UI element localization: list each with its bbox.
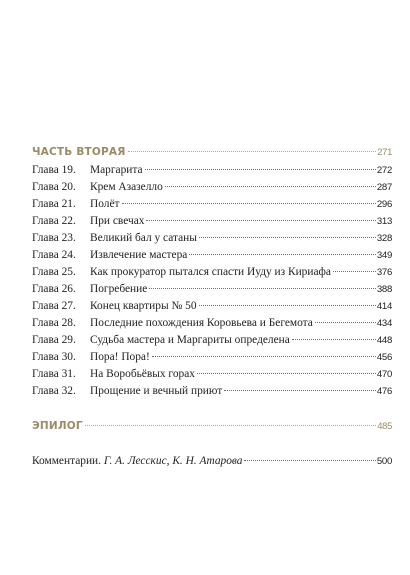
chapter-label: Глава 31.: [32, 368, 76, 380]
chapter-title: При свечах: [90, 215, 145, 227]
chapter-page: 328: [376, 233, 392, 244]
commentary-entry[interactable]: [32, 455, 392, 469]
leader-dots: [85, 425, 376, 426]
chapter-title: Судьба мастера и Маргариты определена: [90, 334, 290, 346]
chapter-page: 376: [376, 267, 392, 278]
commentary-page: 500: [376, 456, 392, 467]
chapter-page: 434: [376, 318, 392, 329]
leader-dots: [149, 288, 376, 289]
chapter-label: Глава 19.: [32, 164, 76, 176]
chapter-page: 272: [376, 165, 392, 176]
toc-entry-chapter-19[interactable]: [32, 164, 392, 178]
chapter-label: Глава 32.: [32, 385, 76, 397]
chapter-page: 287: [376, 182, 392, 193]
leader-dots: [165, 186, 376, 187]
chapter-label: Глава 29.: [32, 334, 76, 346]
chapter-label: Глава 22.: [32, 215, 76, 227]
chapter-label: Глава 23.: [32, 232, 76, 244]
chapter-title: Маргарита: [90, 164, 143, 176]
chapter-entry: [32, 385, 222, 397]
chapter-page: 414: [376, 301, 392, 312]
epilogue-page: 485: [377, 420, 392, 431]
leader-dots: [292, 339, 376, 340]
chapter-entry: [32, 249, 187, 261]
toc-entry-chapter-29[interactable]: [32, 334, 392, 348]
toc-entry-chapter-28[interactable]: [32, 317, 392, 331]
chapter-page: 388: [376, 284, 392, 295]
toc-entry-chapter-31[interactable]: [32, 368, 392, 382]
leader-dots: [333, 271, 376, 272]
chapter-title: Погребение: [90, 283, 148, 295]
toc-entry-chapter-24[interactable]: [32, 249, 392, 263]
chapter-entry: [32, 181, 163, 193]
toc-entry-chapter-27[interactable]: [32, 300, 392, 314]
commentary-prefix: Комментарии.: [32, 455, 101, 467]
chapter-entry: [32, 300, 197, 312]
toc-entry-chapter-21[interactable]: [32, 198, 392, 212]
chapter-page: 476: [376, 386, 392, 397]
chapter-page: 296: [376, 199, 392, 210]
toc-entry-chapter-30[interactable]: [32, 351, 392, 365]
toc-entry-chapter-22[interactable]: [32, 215, 392, 229]
chapter-label: Глава 30.: [32, 351, 76, 363]
part-two-page: 271: [377, 146, 392, 157]
leader-dots: [224, 390, 376, 391]
chapter-page: 313: [376, 216, 392, 227]
leader-dots: [128, 151, 377, 152]
chapter-title: Полёт: [90, 198, 120, 210]
chapter-page: 470: [376, 369, 392, 380]
leader-dots: [145, 169, 376, 170]
chapter-page: 448: [376, 335, 392, 346]
chapter-label: Глава 24.: [32, 249, 76, 261]
chapter-title: На Воробьёвых горах: [90, 368, 195, 380]
chapter-title: Великий бал у сатаны: [90, 232, 197, 244]
epilogue-heading[interactable]: [32, 420, 392, 434]
toc-entry-chapter-25[interactable]: [32, 266, 392, 280]
leader-dots: [189, 254, 376, 255]
chapter-label: Глава 25.: [32, 266, 76, 278]
toc-entry-chapter-23[interactable]: [32, 232, 392, 246]
epilogue-title: ЭПИЛОГ: [32, 420, 83, 432]
part-two-heading[interactable]: [32, 146, 392, 160]
chapter-title: Как прокуратор пытался спасти Иуду из Кириафа: [90, 266, 331, 278]
leader-dots: [146, 220, 375, 221]
chapter-page: 456: [376, 352, 392, 363]
chapter-entry: [32, 368, 195, 380]
chapter-label: Глава 28.: [32, 317, 76, 329]
chapter-label: Глава 26.: [32, 283, 76, 295]
chapter-title: Конец квартиры № 50: [90, 300, 197, 312]
chapter-label: Глава 27.: [32, 300, 76, 312]
chapter-entry: [32, 215, 144, 227]
chapter-entry: [32, 351, 150, 363]
chapter-entry: [32, 198, 120, 210]
chapter-label: Глава 20.: [32, 181, 76, 193]
leader-dots: [199, 237, 376, 238]
chapter-title: Пора! Пора!: [90, 351, 150, 363]
chapter-entry: [32, 283, 147, 295]
toc-entry-chapter-26[interactable]: [32, 283, 392, 297]
chapter-entry: [32, 232, 197, 244]
commentary-authors: Г. А. Лесскис, К. Н. Атарова: [103, 455, 243, 467]
chapter-entry: [32, 334, 290, 346]
leader-dots: [315, 322, 376, 323]
leader-dots: [122, 203, 376, 204]
chapter-title: Извлечение мастера: [90, 249, 188, 261]
toc-entry-chapter-32[interactable]: [32, 385, 392, 399]
chapter-title: Прощение и вечный приют: [90, 385, 223, 397]
chapter-entry: [32, 164, 143, 176]
chapter-page: 349: [376, 250, 392, 261]
chapter-entry: [32, 317, 313, 329]
chapter-title: Последние похождения Коровьева и Бегемота: [90, 317, 313, 329]
leader-dots: [152, 356, 376, 357]
commentary-text: [32, 455, 242, 467]
leader-dots: [199, 305, 376, 306]
chapter-entry: [32, 266, 331, 278]
chapter-title: Крем Азазелло: [90, 181, 163, 193]
chapter-label: Глава 21.: [32, 198, 76, 210]
leader-dots: [197, 373, 376, 374]
leader-dots: [244, 460, 375, 461]
part-two-title: ЧАСТЬ ВТОРАЯ: [32, 146, 126, 158]
toc-entry-chapter-20[interactable]: [32, 181, 392, 195]
